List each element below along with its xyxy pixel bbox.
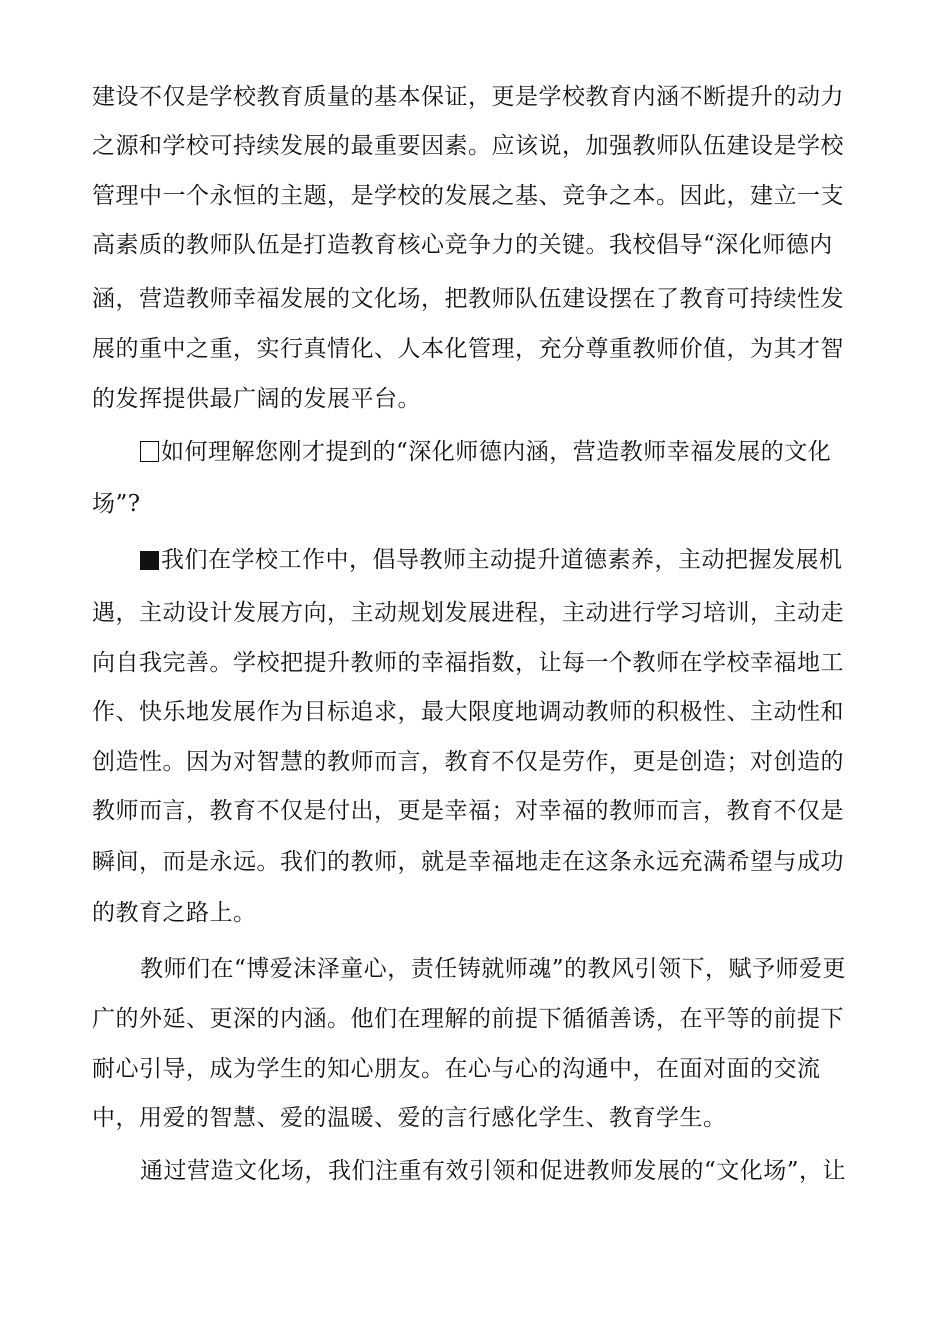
text-line: 遇，主动设计发展方向，主动规划发展进程，主动进行学习培训，主动走 (92, 600, 844, 626)
text-line: 中，用爱的智慧、爱的温暖、爱的言行感化学生、教育学生。 (92, 1105, 727, 1131)
question-line (140, 437, 862, 467)
text-line: 向自我完善。学校把提升教师的幸福指数，让每一个教师在学校幸福地工 (92, 650, 844, 676)
text-line: 展的重中之重，实行真情化、人本化管理，充分尊重教师价值，为其才智 (92, 336, 844, 362)
text-line: 瞬间，而是永远。我们的教师，就是幸福地走在这条永远充满希望与成功 (92, 849, 844, 875)
text-line: 管理中一个永恒的主题，是学校的发展之基、竞争之本。因此，建立一支 (92, 183, 844, 209)
empty-square-icon (140, 441, 159, 462)
text-line: 的发挥提供最广阔的发展平台。 (92, 386, 421, 412)
text-line: 之源和学校可持续发展的最重要因素。应该说，加强教师队伍建设是学校 (92, 133, 844, 159)
text-line: 通过营造文化场，我们注重有效引领和促进教师发展的“文化场”，让 (140, 1158, 847, 1184)
question-text: 如何理解您刚才提到的“深化师德内涵，营造教师幸福发展的文化 (161, 439, 832, 465)
answer-line (140, 545, 862, 575)
text-line: 教师而言，教育不仅是付出，更是幸福；对幸福的教师而言，教育不仅是 (92, 798, 844, 824)
text-line: 耐心引导，成为学生的知心朋友。在心与心的沟通中，在面对面的交流 (92, 1056, 821, 1082)
text-line: 建设不仅是学校教育质量的基本保证，更是学校教育内涵不断提升的动力 (92, 84, 844, 110)
text-line: 的教育之路上。 (92, 900, 257, 926)
text-line: 涵，营造教师幸福发展的文化场，把教师队伍建设摆在了教育可持续性发 (92, 286, 844, 312)
text-line: 场”? (92, 491, 141, 517)
answer-text: 我们在学校工作中，倡导教师主动提升道德素养，主动把握发展机 (161, 547, 843, 573)
text-line: 教师们在“博爱沫泽童心，责任铸就师魂”的教风引领下，赋予师爱更 (140, 956, 847, 982)
text-line: 作、快乐地发展作为目标追求，最大限度地调动教师的积极性、主动性和 (92, 699, 844, 725)
text-line: 高素质的教师队伍是打造教育核心竞争力的关键。我校倡导“深化师德内 (92, 232, 833, 258)
filled-square-icon (140, 551, 159, 570)
text-line: 广的外延、更深的内涵。他们在理解的前提下循循善诱，在平等的前提下 (92, 1006, 844, 1032)
text-line: 创造性。因为对智慧的教师而言，教育不仅是劳作，更是创造；对创造的 (92, 749, 844, 775)
